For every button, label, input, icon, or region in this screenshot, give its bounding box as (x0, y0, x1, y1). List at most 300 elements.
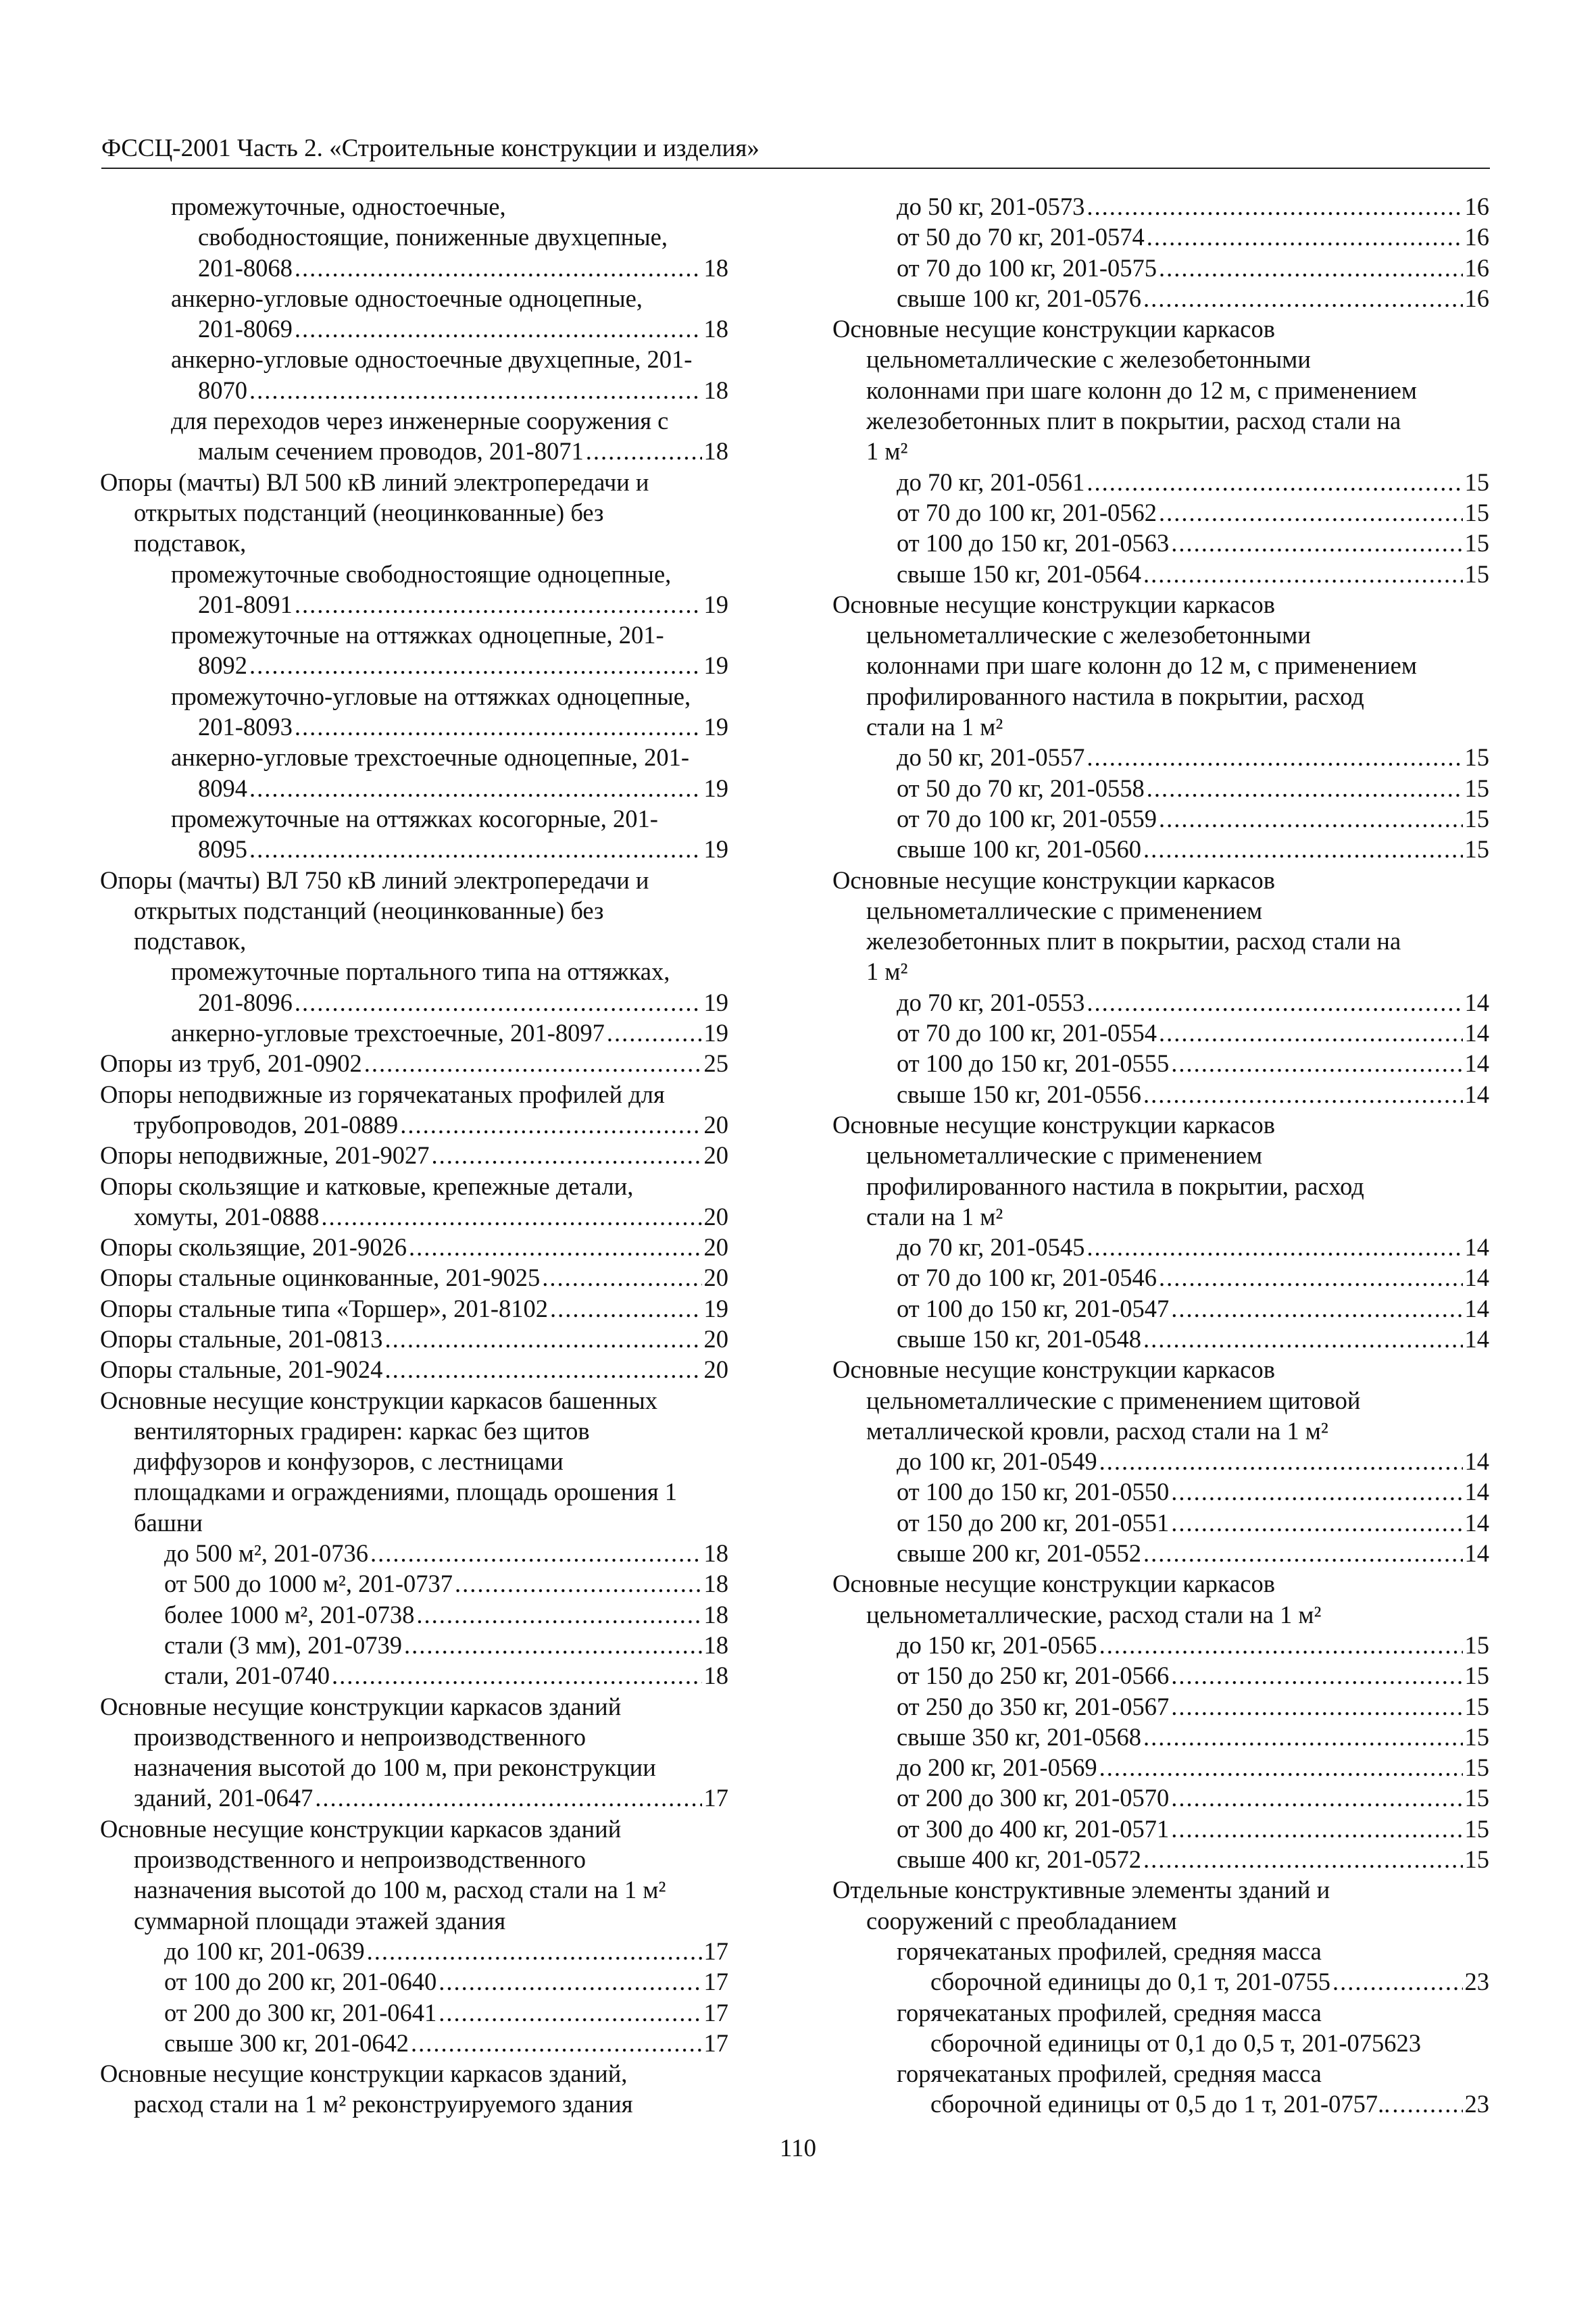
index-entry-text: Основные несущие конструкции каркасов (832, 1110, 1275, 1139)
dot-leader (542, 1262, 701, 1293)
index-entry-text: профилированного настила в покрытии, расход (866, 1172, 1364, 1200)
index-entry-text: металлической кровли, расход стали на 1 м² (866, 1416, 1328, 1445)
index-entry-text: от 70 до 100 кг, 201-0559 (897, 804, 1157, 832)
index-entry (100, 1385, 728, 1416)
dot-leader (295, 712, 702, 742)
index-entry-page: 16 (1464, 223, 1489, 251)
index-entry-text: сборочной единицы от 0,1 до 0,5 т, 201-075623 (930, 2028, 1422, 2057)
dot-leader (404, 1630, 701, 1660)
index-entry-page: 18 (703, 1570, 728, 1598)
dot-leader (431, 1140, 701, 1170)
index-entry (100, 1079, 728, 1110)
dot-leader (1143, 834, 1462, 864)
index-entry-text: сооружений с преобладанием (866, 1906, 1177, 1935)
index-entry-text: Основные несущие конструкции каркасов (832, 590, 1275, 618)
dot-leader (1143, 1079, 1462, 1110)
index-entry (100, 1599, 728, 1630)
index-entry-text: цельнометаллические с применением (866, 896, 1263, 924)
index-entry-page: 17 (703, 1784, 728, 1812)
index-entry-text: 8092 (198, 651, 247, 680)
page-header: ФССЦ-2001 Часть 2. «Строительные конструкции и изделия» (101, 134, 759, 162)
index-entry (832, 1599, 1489, 1630)
index-entry (100, 803, 728, 834)
index-entry-page: 15 (1464, 1814, 1489, 1843)
dot-leader (295, 253, 702, 283)
index-entry-text: от 150 до 200 кг, 201-0551 (897, 1508, 1170, 1537)
index-entry-page: 15 (1464, 1662, 1489, 1690)
index-entry (100, 2089, 728, 2119)
dot-leader (384, 1354, 701, 1385)
index-entry (832, 2058, 1489, 2089)
index-entry (100, 1293, 728, 1324)
dot-leader (1143, 283, 1462, 314)
index-entry-page: 25 (703, 1049, 728, 1078)
index-entry-page: 15 (1464, 1845, 1489, 1874)
index-entry-text: 201-8093 (198, 713, 293, 741)
header-rule (101, 168, 1490, 169)
index-entry (832, 1140, 1489, 1170)
index-entry-text: цельнометаллические с применением щитовой (866, 1386, 1361, 1414)
index-entry (832, 253, 1489, 283)
index-entry-text: сборочной единицы от 0,5 до 1 т, 201-0757.. (930, 2090, 1391, 2118)
index-entry-text: 8070 (198, 376, 247, 404)
index-entry (100, 1966, 728, 1997)
index-entry (100, 1201, 728, 1232)
index-entry-text: свыше 200 кг, 201-0552 (897, 1539, 1142, 1568)
index-entry-text: от 200 до 300 кг, 201-0570 (897, 1784, 1170, 1812)
index-entry (832, 865, 1489, 895)
dot-leader (1143, 1722, 1462, 1752)
index-entry (832, 1354, 1489, 1385)
index-entry-page: 20 (703, 1141, 728, 1170)
dot-leader (321, 1201, 701, 1232)
index-entry (100, 222, 728, 252)
index-entry-page: 14 (1464, 988, 1489, 1016)
dot-leader (332, 1660, 701, 1691)
index-entry-page: 15 (1464, 743, 1489, 772)
index-entry-text: до 50 кг, 201-0557 (897, 743, 1085, 772)
index-entry-text: башни (134, 1508, 203, 1537)
index-entry-page: 14 (1464, 1233, 1489, 1262)
index-entry (832, 283, 1489, 314)
index-entry-page: 18 (703, 1662, 728, 1690)
index-entry (100, 1018, 728, 1048)
index-entry (832, 1538, 1489, 1568)
dot-leader (1099, 1752, 1463, 1783)
index-entry-text: до 70 кг, 201-0545 (897, 1233, 1085, 1262)
index-entry (100, 1476, 728, 1507)
index-entry-text: Опоры стальные, 201-9024 (100, 1355, 383, 1384)
index-entry-text: горячекатаных профилей, средняя масса (897, 2060, 1322, 2088)
index-entry (832, 1630, 1489, 1660)
index-entry-text: свыше 150 кг, 201-0548 (897, 1324, 1142, 1353)
dot-leader (1143, 559, 1462, 589)
index-entry (832, 1752, 1489, 1783)
index-entry-page: 14 (1464, 1447, 1489, 1476)
dot-leader (411, 2028, 701, 2058)
index-entry (100, 1171, 728, 1201)
index-entry-page: 15 (1464, 1692, 1489, 1720)
index-entry-page: 15 (1464, 1722, 1489, 1751)
index-entry-page: 15 (1464, 1753, 1489, 1782)
index-entry (100, 1140, 728, 1170)
index-entry (832, 1110, 1489, 1140)
index-entry-text: 201-8068 (198, 253, 293, 282)
index-entry-text: от 250 до 350 кг, 201-0567 (897, 1692, 1170, 1720)
index-entry (832, 1691, 1489, 1722)
index-entry-text: до 500 м², 201-0736 (164, 1539, 369, 1568)
index-entry-page: 20 (703, 1110, 728, 1139)
index-entry-text: назначения высотой до 100 м, при реконструкции (134, 1753, 656, 1782)
index-entry (832, 742, 1489, 772)
index-entry-page: 17 (703, 2028, 728, 2057)
dot-leader (1332, 1966, 1463, 1997)
index-entry (832, 497, 1489, 528)
index-entry-text: анкерно-угловые трехстоечные одноцепные, 201- (171, 743, 690, 772)
index-entry-text: диффузоров и конфузоров, с лестницами (134, 1447, 564, 1476)
index-entry-page: 23 (1464, 1968, 1489, 1996)
dot-leader (1087, 467, 1462, 497)
dot-leader (1171, 1691, 1462, 1722)
dot-leader (1099, 1446, 1463, 1476)
index-entry (100, 314, 728, 344)
page-number: 110 (779, 2135, 817, 2162)
dot-leader (249, 375, 702, 405)
index-entry (100, 1783, 728, 1813)
index-entry-page: 14 (1464, 1049, 1489, 1078)
dot-leader (1087, 742, 1462, 772)
index-entry-text: 1 м² (866, 957, 908, 986)
index-entry-text: 8095 (198, 835, 247, 864)
index-entry-text: от 70 до 100 кг, 201-0562 (897, 498, 1157, 526)
index-entry (832, 344, 1489, 374)
dot-leader (249, 773, 702, 803)
index-entry (100, 528, 728, 558)
index-entry-text: свыше 100 кг, 201-0576 (897, 284, 1142, 312)
index-entry-text: вентиляторных градирен: каркас без щитов (134, 1416, 590, 1445)
index-entry (832, 314, 1489, 344)
index-entry-text: площадками и ограждениями, площадь орошения 1 (134, 1478, 677, 1506)
index-entry-text: до 70 кг, 201-0561 (897, 468, 1085, 496)
index-entry-text: промежуточные портального типа на оттяжках, (171, 957, 670, 986)
index-entry-text: до 100 кг, 201-0639 (164, 1937, 365, 1965)
index-entry (100, 1416, 728, 1446)
index-entry-page: 16 (1464, 284, 1489, 312)
index-entry-text: от 100 до 150 кг, 201-0550 (897, 1478, 1170, 1506)
dot-leader (1171, 1783, 1462, 1813)
index-entry (832, 1416, 1489, 1446)
dot-leader (370, 1538, 701, 1568)
index-entry-text: горячекатаных профилей, средняя масса (897, 1937, 1322, 1965)
index-entry-text: от 50 до 70 кг, 201-0558 (897, 774, 1145, 802)
index-entry-text: Основные несущие конструкции каркасов (832, 866, 1275, 894)
index-entry (100, 620, 728, 650)
index-entry-text: от 50 до 70 кг, 201-0574 (897, 223, 1145, 251)
index-entry (100, 1691, 728, 1722)
index-entry (100, 1538, 728, 1568)
index-entry (100, 956, 728, 987)
index-entry (832, 1814, 1489, 1844)
dot-leader (550, 1293, 701, 1324)
dot-leader (1171, 1814, 1462, 1844)
index-entry-text: анкерно-угловые одностоечные двухцепные, 201- (171, 345, 693, 374)
index-entry-text: 201-8069 (198, 315, 293, 343)
index-entry-text: открытых подстанций (неоцинкованные) без (134, 498, 604, 526)
index-entry-text: свыше 300 кг, 201-0642 (164, 2028, 409, 2057)
index-entry (100, 1110, 728, 1140)
index-entry (100, 2058, 728, 2089)
index-entry-text: промежуточно-угловые на оттяжках одноцепные, (171, 682, 691, 710)
index-entry (832, 773, 1489, 803)
index-entry (832, 405, 1489, 436)
index-entry-text: назначения высотой до 100 м, расход стали на 1 м² (134, 1876, 666, 1904)
index-entry (832, 1906, 1489, 1936)
index-entry (100, 436, 728, 466)
dot-leader (295, 987, 702, 1018)
index-entry (100, 253, 728, 283)
dot-leader (295, 589, 702, 620)
index-entry-text: до 100 кг, 201-0549 (897, 1447, 1097, 1476)
dot-leader (1143, 1844, 1462, 1874)
index-entry-text: от 100 до 200 кг, 201-0640 (164, 1968, 437, 1996)
index-entry (100, 834, 728, 864)
index-entry (832, 1476, 1489, 1507)
index-entry (832, 1966, 1489, 1997)
index-entry-text: Основные несущие конструкции каркасов зданий (100, 1814, 622, 1843)
index-entry (100, 1324, 728, 1354)
index-entry (100, 1874, 728, 1905)
index-entry (832, 1385, 1489, 1416)
index-entry (100, 1354, 728, 1385)
index-entry-page: 17 (703, 1998, 728, 2026)
dot-leader (1147, 222, 1463, 252)
index-entry-page: 18 (703, 1600, 728, 1628)
index-entry-text: от 200 до 300 кг, 201-0641 (164, 1998, 437, 2026)
index-entry-page: 20 (703, 1233, 728, 1262)
index-entry (832, 528, 1489, 558)
index-entry-page: 20 (703, 1264, 728, 1292)
index-entry-text: Основные несущие конструкции каркасов (832, 1355, 1275, 1384)
index-entry-page: 14 (1464, 1324, 1489, 1353)
index-entry (100, 375, 728, 405)
index-entry-text: Основные несущие конструкции каркасов (832, 1570, 1275, 1598)
index-entry (100, 2028, 728, 2058)
index-entry (100, 283, 728, 314)
index-entry (100, 1446, 728, 1476)
dot-leader (364, 1048, 702, 1078)
index-entry (100, 589, 728, 620)
index-entry-text: железобетонных плит в покрытии, расход стали на (866, 407, 1401, 435)
index-entry (832, 436, 1489, 466)
dot-leader (367, 1936, 702, 1966)
index-entry (832, 2089, 1489, 2119)
index-entry (100, 1722, 728, 1752)
dot-leader (249, 834, 702, 864)
index-entry-text: Основные несущие конструкции каркасов башенных (100, 1386, 658, 1414)
index-entry-text: стали на 1 м² (866, 1202, 1003, 1230)
index-entry-page: 18 (703, 315, 728, 343)
index-entry-text: более 1000 м², 201-0738 (164, 1600, 415, 1628)
index-entry-page: 19 (703, 1294, 728, 1322)
index-column-right (832, 191, 1489, 2120)
index-entry (100, 1906, 728, 1936)
index-entry (100, 1508, 728, 1538)
index-entry-text: для переходов через инженерные сооружения с (171, 407, 669, 435)
index-entry-text: Основные несущие конструкции каркасов зданий, (100, 2060, 628, 2088)
dot-leader (1171, 528, 1462, 558)
index-entry-text: хомуты, 201-0888 (134, 1202, 320, 1230)
index-entry (100, 926, 728, 956)
index-entry-text: Основные несущие конструкции каркасов зданий (100, 1692, 622, 1720)
index-entry (832, 987, 1489, 1018)
index-entry-text: цельнометаллические с применением (866, 1141, 1263, 1170)
index-entry-text: Опоры (мачты) ВЛ 750 кВ линий электропередачи и (100, 866, 649, 894)
dot-leader (315, 1783, 701, 1813)
index-entry-page: 15 (1464, 804, 1489, 832)
index-entry-text: промежуточные на оттяжках косогорные, 201- (171, 804, 658, 832)
index-entry (832, 1079, 1489, 1110)
index-entry-page: 16 (1464, 193, 1489, 220)
index-entry-text: от 150 до 250 кг, 201-0566 (897, 1662, 1170, 1690)
index-entry-text: стали на 1 м² (866, 713, 1003, 741)
index-entry-page: 15 (1464, 835, 1489, 864)
dot-leader (384, 1324, 701, 1354)
index-entry-text: расход стали на 1 м² реконструируемого здания (134, 2090, 633, 2118)
dot-leader (1171, 1660, 1462, 1691)
index-entry (832, 1018, 1489, 1048)
index-entry-page: 15 (1464, 498, 1489, 526)
index-entry-text: до 70 кг, 201-0553 (897, 988, 1085, 1016)
index-entry-page: 18 (703, 1631, 728, 1659)
index-entry-page: 15 (1464, 529, 1489, 557)
index-entry (100, 1630, 728, 1660)
index-entry-page: 19 (703, 590, 728, 618)
dot-leader (439, 1966, 701, 1997)
index-entry-text: от 300 до 400 кг, 201-0571 (897, 1814, 1170, 1843)
index-entry-text: Опоры скользящие, 201-9026 (100, 1233, 407, 1262)
index-entry-page: 14 (1464, 1294, 1489, 1322)
dot-leader (400, 1110, 701, 1140)
index-entry (100, 1262, 728, 1293)
dot-leader (586, 436, 702, 466)
index-entry (832, 1722, 1489, 1752)
index-entry-text: Опоры стальные типа «Торшер», 201-8102 (100, 1294, 549, 1322)
index-entry-page: 15 (1464, 1631, 1489, 1659)
index-entry-text: колоннами при шаге колонн до 12 м, с применением (866, 651, 1417, 680)
index-entry-page: 16 (1464, 253, 1489, 282)
index-entry-text: сборочной единицы до 0,1 т, 201-0755 (930, 1968, 1330, 1996)
index-column-left (100, 191, 728, 2120)
index-entry (100, 497, 728, 528)
index-entry-page: 15 (1464, 774, 1489, 802)
index-entry-text: 201-8091 (198, 590, 293, 618)
index-entry (832, 681, 1489, 712)
dot-leader (1171, 1508, 1462, 1538)
dot-leader (1159, 803, 1462, 834)
index-entry-page: 18 (703, 376, 728, 404)
index-entry-page: 20 (703, 1202, 728, 1230)
index-entry-page: 17 (703, 1937, 728, 1965)
index-entry-text: Опоры из труб, 201-0902 (100, 1049, 362, 1078)
index-entry-text: Отдельные конструктивные элементы зданий и (832, 1876, 1330, 1904)
index-entry-text: промежуточные, одностоечные, (171, 193, 506, 220)
index-entry-page: 18 (703, 437, 728, 466)
dot-leader (409, 1232, 702, 1262)
index-entry-page: 14 (1464, 1080, 1489, 1108)
dot-leader (416, 1599, 701, 1630)
index-entry-page: 18 (703, 253, 728, 282)
index-entry (832, 1293, 1489, 1324)
index-entry-text: Опоры (мачты) ВЛ 500 кВ линий электропередачи и (100, 468, 649, 496)
index-entry-text: подставок, (134, 927, 247, 955)
index-entry-page: 19 (703, 835, 728, 864)
index-entry (832, 895, 1489, 926)
dot-leader (439, 1997, 701, 2028)
dot-leader (1171, 1048, 1462, 1078)
index-entry-text: свыше 100 кг, 201-0560 (897, 835, 1142, 864)
index-entry-page: 15 (1464, 559, 1489, 588)
index-entry-text: малым сечением проводов, 201-8071 (198, 437, 584, 466)
index-entry (832, 1232, 1489, 1262)
dot-leader (1159, 1262, 1462, 1293)
dot-leader (1159, 253, 1462, 283)
index-entry-text: свободностоящие, пониженные двухцепные, (198, 223, 668, 251)
dot-leader (295, 314, 702, 344)
index-entry (100, 1752, 728, 1783)
index-entry (100, 712, 728, 742)
index-entry-text: цельнометаллические с железобетонными (866, 621, 1311, 649)
index-entry (832, 1660, 1489, 1691)
index-entry (832, 222, 1489, 252)
index-entry (100, 681, 728, 712)
index-entry (100, 895, 728, 926)
index-entry-text: Опоры стальные оцинкованные, 201-9025 (100, 1264, 541, 1292)
index-entry-text: цельнометаллические с железобетонными (866, 345, 1311, 374)
index-entry-page: 19 (703, 988, 728, 1016)
index-entry (100, 405, 728, 436)
index-entry (832, 1171, 1489, 1201)
index-entry-text: свыше 150 кг, 201-0556 (897, 1080, 1142, 1108)
index-entry (100, 650, 728, 680)
index-entry-text: Опоры стальные, 201-0813 (100, 1324, 383, 1353)
index-entry (832, 467, 1489, 497)
index-entry (832, 926, 1489, 956)
index-entry-page: 14 (1464, 1264, 1489, 1292)
index-entry-text: анкерно-угловые трехстоечные, 201-8097 (171, 1019, 605, 1047)
index-entry (832, 712, 1489, 742)
index-entry-text: от 500 до 1000 м², 201-0737 (164, 1570, 453, 1598)
index-entry (832, 620, 1489, 650)
index-entry (100, 1936, 728, 1966)
index-entry (832, 191, 1489, 222)
index-entry-text: до 150 кг, 201-0565 (897, 1631, 1097, 1659)
index-entry (832, 589, 1489, 620)
index-entry-text: горячекатаных профилей, средняя масса (897, 1998, 1322, 2026)
index-entry-text: до 200 кг, 201-0569 (897, 1753, 1097, 1782)
dot-leader (1159, 497, 1462, 528)
index-entry-text: стали (3 мм), 201-0739 (164, 1631, 403, 1659)
index-entry (100, 1844, 728, 1874)
index-entry-page: 17 (703, 1968, 728, 1996)
index-entry-page: 14 (1464, 1539, 1489, 1568)
index-entry (832, 1446, 1489, 1476)
dot-leader (1171, 1293, 1462, 1324)
index-entry (100, 1660, 728, 1691)
index-entry (100, 1814, 728, 1844)
index-entry (100, 1048, 728, 1078)
dot-leader (1087, 987, 1462, 1018)
dot-leader (249, 650, 702, 680)
